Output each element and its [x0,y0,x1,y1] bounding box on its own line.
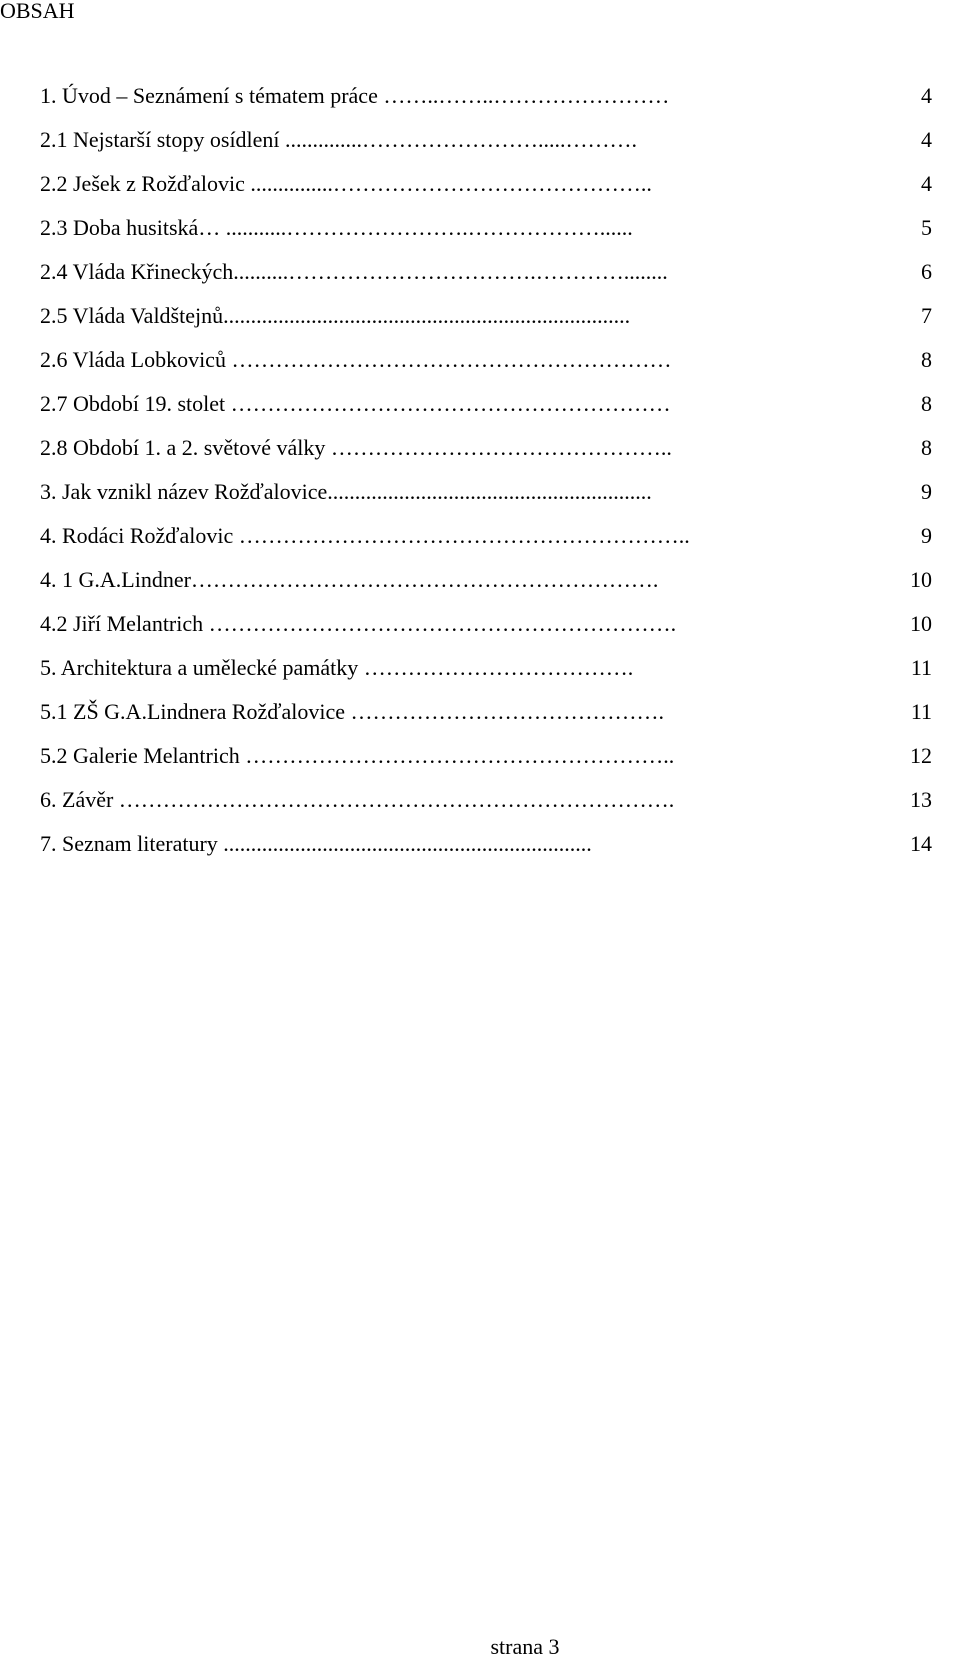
toc-entry-page: 4 [921,171,932,196]
toc-entry [40,256,960,300]
toc-entry [40,740,960,784]
toc-entry-text: 4. 1 G.A.Lindner………………………………………………………. [40,567,659,592]
toc-entry-text: 2.8 Období 1. a 2. světové války ……………………………………….. [40,435,672,460]
toc-entry-text: 2.1 Nejstarší stopy osídlení ..............…………………….....………. [40,127,638,152]
toc-entry [40,168,960,212]
toc-entry-page: 10 [910,567,932,592]
toc-entry-text: 4. Rodáci Rožďalovic …………………………………………………….. [40,523,690,548]
toc-entry-text: 6. Závěr …………………………………………………………………. [40,787,675,812]
toc-entry-text: 5.1 ZŠ G.A.Lindnera Rožďalovice ……………………………………. [40,699,665,724]
toc-entry-page: 4 [921,127,932,152]
toc-entry-text: 3. Jak vznikl název Rožďalovice........................................................... [40,479,652,504]
toc-entry [40,80,960,124]
toc-entry-page: 9 [921,523,932,548]
toc-entry [40,696,960,740]
toc-entry [40,344,960,388]
toc-entry-page: 11 [910,699,932,724]
toc-entry-text: 2.2 Ješek z Rožďalovic ...............…………………………………….. [40,171,652,196]
toc-entry-page: 12 [910,743,932,768]
toc-entry [40,432,960,476]
toc-entry-text: 2.4 Vláda Křineckých..........…………………………….…………........ [40,259,668,284]
toc-entry-text: 2.6 Vláda Lobkoviců …………………………………………………… [40,347,672,372]
toc-entry [40,300,960,344]
toc-entry [40,476,960,520]
toc-entry [40,212,960,256]
toc-entry-page: 8 [921,347,932,372]
toc-entry-text: 5.2 Galerie Melantrich ………………………………………………….. [40,743,675,768]
toc-entry [40,520,960,564]
toc-entry-text: 2.7 Období 19. stolet …………………………………………………… [40,391,671,416]
toc-entry-page: 6 [921,259,932,284]
toc-entry-page: 4 [921,83,932,108]
toc-entry [40,608,960,652]
toc-entry [40,564,960,608]
toc-entry-page: 5 [921,215,932,240]
toc-entry [40,652,960,696]
page-number-footer: strana 3 [490,1634,560,1659]
toc-entry-text: 2.3 Doba husitská… ...........…………………….………………...... [40,215,633,240]
toc-entry [40,124,960,168]
toc-entry-text: 1. Úvod – Seznámení s tématem práce ……..……..…………………… [40,83,670,108]
toc-entry-text: 2.5 Vláda Valdštejnů.......................................................................... [40,303,631,328]
toc-entry [40,784,960,828]
toc-entry-text: 7. Seznam literatury ................................................................... [40,831,592,856]
toc-entry-page: 14 [910,831,932,856]
toc-entry-page: 13 [910,787,932,812]
toc-entry [40,828,960,872]
toc-entry-page: 7 [921,303,932,328]
toc-entry-page: 11 [910,655,932,680]
toc-entry-page: 9 [921,479,932,504]
toc-entry-page: 10 [910,611,932,636]
toc-entry [40,388,960,432]
table-of-contents [40,80,960,872]
toc-entry-text: 4.2 Jiří Melantrich ………………………………………………………. [40,611,677,636]
toc-entry-page: 8 [921,391,932,416]
toc-entry-text: 5. Architektura a umělecké památky ………………………………. [40,655,634,680]
page-title: OBSAH [0,0,75,23]
toc-entry-page: 8 [921,435,932,460]
